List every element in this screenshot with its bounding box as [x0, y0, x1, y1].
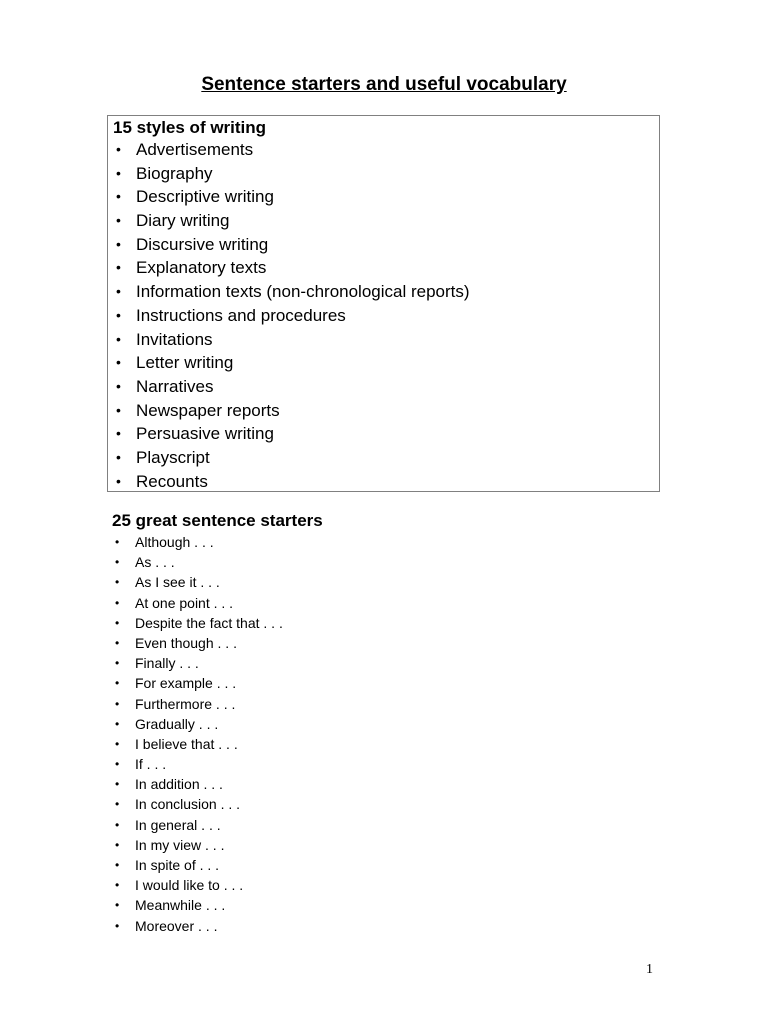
bullet-icon: • [116, 306, 121, 323]
list-item-label: In spite of . . . [135, 857, 220, 873]
list-item-label: Information texts (non-chronological reports) [136, 282, 470, 302]
list-item-label: As . . . [135, 554, 175, 571]
list-item [107, 714, 283, 734]
styles-list [108, 138, 470, 493]
bullet-icon: • [115, 535, 120, 549]
list-item-label: Narratives [136, 376, 214, 396]
list-item-label: Meanwhile . . . [135, 897, 226, 914]
bullet-icon: • [115, 595, 120, 610]
bullet-icon: • [115, 615, 120, 630]
bullet-icon: • [116, 425, 121, 442]
list-item-label: Persuasive writing [136, 424, 274, 444]
list-item [107, 593, 283, 613]
list-item-label: Letter writing [136, 353, 234, 373]
bullet-icon: • [116, 235, 121, 252]
bullet-icon: • [115, 837, 120, 852]
page-number: 1 [646, 962, 653, 977]
list-item [107, 694, 283, 714]
bullet-icon: • [115, 635, 120, 650]
list-item-label: Diary writing [136, 211, 230, 231]
bullet-icon: • [116, 377, 121, 394]
list-item [107, 875, 283, 895]
bullet-icon: • [115, 797, 120, 812]
list-item [108, 280, 470, 304]
bullet-icon: • [116, 283, 121, 300]
bullet-icon: • [115, 918, 120, 933]
list-item [107, 734, 283, 754]
list-item-label: In general . . . [135, 816, 221, 833]
list-item [108, 399, 470, 423]
page-title: Sentence starters and useful vocabulary [201, 74, 567, 95]
list-item-label: At one point . . . [135, 594, 234, 611]
list-item [108, 256, 470, 280]
bullet-icon: • [115, 858, 120, 872]
list-item-label: Although . . . [135, 534, 214, 550]
list-item [108, 375, 470, 399]
list-item [107, 835, 283, 855]
bullet-icon: • [115, 898, 120, 913]
list-item-label: Invitations [136, 329, 213, 349]
bullet-icon: • [116, 448, 121, 465]
list-item [108, 233, 470, 257]
bullet-icon: • [116, 141, 121, 157]
list-item [108, 304, 470, 328]
list-item [107, 855, 283, 875]
bullet-icon: • [115, 656, 120, 671]
list-item [107, 633, 283, 653]
list-item [107, 572, 283, 592]
list-item-label: For example . . . [135, 675, 237, 692]
list-item-label: I believe that . . . [135, 735, 238, 752]
list-item [107, 916, 283, 936]
list-item-label: Advertisements [136, 140, 254, 159]
list-item [108, 162, 470, 186]
list-item [107, 754, 283, 774]
list-item-label: Moreover . . . [135, 917, 218, 934]
list-item [107, 613, 283, 633]
styles-heading: 15 styles of writing [113, 118, 267, 137]
list-item [108, 185, 470, 209]
list-item [107, 794, 283, 814]
bullet-icon: • [116, 330, 121, 347]
list-item [107, 895, 283, 915]
list-item-label: Even though . . . [135, 634, 237, 651]
bullet-icon: • [115, 817, 120, 832]
starters-list [107, 532, 283, 936]
bullet-icon: • [116, 401, 121, 418]
list-item-label: Descriptive writing [136, 187, 274, 207]
list-item-label: I would like to . . . [135, 877, 244, 894]
list-item-label: Gradually . . . [135, 715, 219, 732]
bullet-icon: • [115, 676, 120, 691]
list-item-label: As I see it . . . [135, 574, 220, 591]
list-item [107, 532, 283, 552]
list-item [108, 351, 470, 375]
list-item-label: Playscript [136, 447, 210, 467]
bullet-icon: • [116, 472, 121, 489]
list-item [108, 446, 470, 470]
list-item-label: Recounts [136, 471, 208, 491]
list-item-label: Finally . . . [135, 655, 199, 672]
list-item [108, 422, 470, 446]
starters-heading: 25 great sentence starters [112, 511, 323, 530]
list-item [107, 673, 283, 693]
bullet-icon: • [116, 212, 121, 229]
list-item [108, 138, 470, 162]
bullet-icon: • [116, 188, 121, 205]
bullet-icon: • [115, 757, 120, 772]
list-item [108, 470, 470, 494]
list-item-label: In conclusion . . . [135, 796, 241, 813]
list-item [107, 774, 283, 794]
list-item-label: Explanatory texts [136, 258, 267, 278]
list-item [107, 552, 283, 572]
list-item-label: Biography [136, 163, 213, 183]
list-item-label: Despite the fact that . . . [135, 614, 283, 631]
list-item-label: Discursive writing [136, 234, 269, 254]
bullet-icon: • [115, 716, 120, 731]
list-item [108, 328, 470, 352]
bullet-icon: • [116, 259, 121, 276]
bullet-icon: • [115, 736, 120, 751]
list-item-label: Newspaper reports [136, 400, 280, 420]
list-item [107, 653, 283, 673]
bullet-icon: • [115, 696, 120, 711]
styles-of-writing-box [107, 115, 660, 492]
bullet-icon: • [115, 575, 120, 590]
list-item-label: In my view . . . [135, 836, 225, 853]
list-item-label: Furthermore . . . [135, 695, 236, 712]
bullet-icon: • [115, 878, 120, 893]
list-item-label: Instructions and procedures [136, 305, 346, 325]
list-item-label: In addition . . . [135, 776, 223, 793]
list-item [108, 209, 470, 233]
list-item [107, 815, 283, 835]
list-item-label: If . . . [135, 756, 167, 773]
bullet-icon: • [115, 555, 120, 570]
bullet-icon: • [116, 354, 121, 371]
bullet-icon: • [116, 164, 121, 181]
bullet-icon: • [115, 777, 120, 792]
